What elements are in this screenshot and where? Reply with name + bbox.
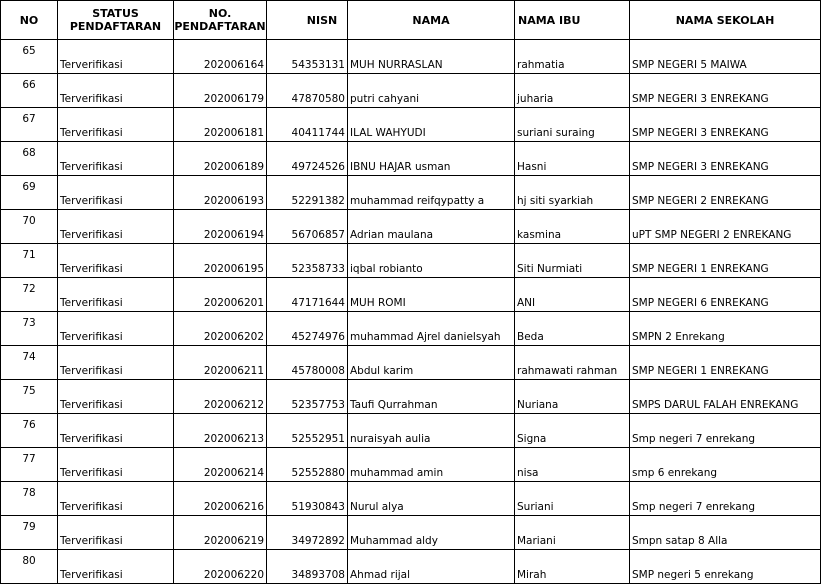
table-row bbox=[1, 550, 821, 584]
cell-status[interactable]: Terverifikasi bbox=[58, 40, 174, 74]
cell-nama-ibu[interactable]: hj siti syarkiah bbox=[515, 176, 630, 210]
table-row bbox=[1, 312, 821, 346]
cell-nama-ibu[interactable]: Signa bbox=[515, 414, 630, 448]
cell-nama[interactable]: Adrian maulana bbox=[348, 210, 515, 244]
cell-nama-sekolah[interactable]: SMPS DARUL FALAH ENREKANG bbox=[630, 380, 821, 414]
cell-status[interactable]: Terverifikasi bbox=[58, 176, 174, 210]
cell-status[interactable]: Terverifikasi bbox=[58, 448, 174, 482]
header-nama-ibu: NAMA IBU bbox=[515, 1, 630, 40]
header-nisn: NISN bbox=[267, 1, 348, 40]
cell-status[interactable]: Terverifikasi bbox=[58, 482, 174, 516]
cell-nama-ibu[interactable]: ANI bbox=[515, 278, 630, 312]
cell-nisn[interactable]: 52291382 bbox=[267, 176, 348, 210]
cell-nama-ibu[interactable]: nisa bbox=[515, 448, 630, 482]
table-row bbox=[1, 74, 821, 108]
table-row bbox=[1, 414, 821, 448]
cell-nama-ibu[interactable]: Beda bbox=[515, 312, 630, 346]
cell-nama-sekolah[interactable]: Smp negeri 7 enrekang bbox=[630, 414, 821, 448]
cell-nama-sekolah[interactable]: smp 6 enrekang bbox=[630, 448, 821, 482]
cell-nama-sekolah[interactable]: SMP negeri 5 enrekang bbox=[630, 550, 821, 584]
cell-nama-sekolah[interactable]: SMP NEGERI 1 ENREKANG bbox=[630, 244, 821, 278]
cell-nama-sekolah[interactable]: uPT SMP NEGERI 2 ENREKANG bbox=[630, 210, 821, 244]
cell-nama-sekolah[interactable]: SMP NEGERI 6 ENREKANG bbox=[630, 278, 821, 312]
cell-no[interactable]: 73 bbox=[1, 312, 58, 346]
table-row bbox=[1, 380, 821, 414]
cell-nisn[interactable]: 49724526 bbox=[267, 142, 348, 176]
table-row bbox=[1, 40, 821, 74]
cell-no[interactable]: 78 bbox=[1, 482, 58, 516]
cell-nama[interactable]: muhammad amin bbox=[348, 448, 515, 482]
table-row bbox=[1, 448, 821, 482]
cell-no-pendaftaran[interactable]: 202006202 bbox=[174, 312, 267, 346]
cell-no[interactable]: 74 bbox=[1, 346, 58, 380]
cell-status[interactable]: Terverifikasi bbox=[58, 108, 174, 142]
cell-nama[interactable]: Muhammad aldy bbox=[348, 516, 515, 550]
cell-nama[interactable]: Abdul karim bbox=[348, 346, 515, 380]
header-no-pendaftaran: NO. PENDAFTARAN bbox=[174, 1, 267, 40]
cell-nisn[interactable]: 45274976 bbox=[267, 312, 348, 346]
cell-nisn[interactable]: 52357753 bbox=[267, 380, 348, 414]
table-row bbox=[1, 278, 821, 312]
cell-nama-ibu[interactable]: rahmawati rahman bbox=[515, 346, 630, 380]
cell-no[interactable]: 70 bbox=[1, 210, 58, 244]
cell-no[interactable]: 75 bbox=[1, 380, 58, 414]
table-row bbox=[1, 108, 821, 142]
cell-no[interactable]: 80 bbox=[1, 550, 58, 584]
cell-nama-sekolah[interactable]: SMP NEGERI 3 ENREKANG bbox=[630, 142, 821, 176]
cell-status[interactable]: Terverifikasi bbox=[58, 74, 174, 108]
header-row bbox=[1, 1, 821, 40]
cell-nama[interactable]: ILAL WAHYUDI bbox=[348, 108, 515, 142]
cell-no[interactable]: 65 bbox=[1, 40, 58, 74]
cell-no[interactable]: 76 bbox=[1, 414, 58, 448]
cell-nisn[interactable]: 47171644 bbox=[267, 278, 348, 312]
table-row bbox=[1, 210, 821, 244]
header-status: STATUS PENDAFTARAN bbox=[58, 1, 174, 40]
cell-no[interactable]: 77 bbox=[1, 448, 58, 482]
cell-nisn[interactable]: 34972892 bbox=[267, 516, 348, 550]
table-row bbox=[1, 346, 821, 380]
cell-status[interactable]: Terverifikasi bbox=[58, 244, 174, 278]
cell-nisn[interactable]: 54353131 bbox=[267, 40, 348, 74]
cell-nama-sekolah[interactable]: SMP NEGERI 3 ENREKANG bbox=[630, 74, 821, 108]
cell-nama-ibu[interactable]: Suriani bbox=[515, 482, 630, 516]
cell-nama-ibu[interactable]: kasmina bbox=[515, 210, 630, 244]
cell-nama[interactable]: nuraisyah aulia bbox=[348, 414, 515, 448]
cell-nama[interactable]: MUH ROMI bbox=[348, 278, 515, 312]
cell-nisn[interactable]: 51930843 bbox=[267, 482, 348, 516]
cell-no[interactable]: 66 bbox=[1, 74, 58, 108]
cell-status[interactable]: Terverifikasi bbox=[58, 414, 174, 448]
header-no: NO bbox=[1, 1, 58, 40]
cell-status[interactable]: Terverifikasi bbox=[58, 210, 174, 244]
cell-nisn[interactable]: 45780008 bbox=[267, 346, 348, 380]
cell-nama-ibu[interactable]: rahmatia bbox=[515, 40, 630, 74]
cell-nisn[interactable]: 34893708 bbox=[267, 550, 348, 584]
cell-nama-ibu[interactable]: Siti Nurmiati bbox=[515, 244, 630, 278]
table-row bbox=[1, 482, 821, 516]
cell-no-pendaftaran[interactable]: 202006211 bbox=[174, 346, 267, 380]
cell-no-pendaftaran[interactable]: 202006220 bbox=[174, 550, 267, 584]
cell-no-pendaftaran[interactable]: 202006219 bbox=[174, 516, 267, 550]
cell-nama[interactable]: iqbal robianto bbox=[348, 244, 515, 278]
cell-status[interactable]: Terverifikasi bbox=[58, 550, 174, 584]
cell-no-pendaftaran[interactable]: 202006212 bbox=[174, 380, 267, 414]
cell-nisn[interactable]: 52358733 bbox=[267, 244, 348, 278]
cell-nama-sekolah[interactable]: SMP NEGERI 1 ENREKANG bbox=[630, 346, 821, 380]
cell-nama-sekolah[interactable]: Smp negeri 7 enrekang bbox=[630, 482, 821, 516]
cell-no[interactable]: 79 bbox=[1, 516, 58, 550]
cell-nama[interactable]: muhammad reifqypatty a bbox=[348, 176, 515, 210]
cell-no-pendaftaran[interactable]: 202006194 bbox=[174, 210, 267, 244]
cell-no-pendaftaran[interactable]: 202006164 bbox=[174, 40, 267, 74]
cell-nama-sekolah[interactable]: Smpn satap 8 Alla bbox=[630, 516, 821, 550]
cell-status[interactable]: Terverifikasi bbox=[58, 312, 174, 346]
cell-no-pendaftaran[interactable]: 202006201 bbox=[174, 278, 267, 312]
cell-nama[interactable]: putri cahyani bbox=[348, 74, 515, 108]
cell-nama-ibu[interactable]: Nuriana bbox=[515, 380, 630, 414]
table-row bbox=[1, 244, 821, 278]
cell-status[interactable]: Terverifikasi bbox=[58, 516, 174, 550]
cell-no[interactable]: 69 bbox=[1, 176, 58, 210]
cell-no-pendaftaran[interactable]: 202006214 bbox=[174, 448, 267, 482]
cell-nama[interactable]: MUH NURRASLAN bbox=[348, 40, 515, 74]
cell-nama-ibu[interactable]: Hasni bbox=[515, 142, 630, 176]
header-nama-sekolah: NAMA SEKOLAH bbox=[630, 1, 821, 40]
cell-nama-sekolah[interactable]: SMP NEGERI 5 MAIWA bbox=[630, 40, 821, 74]
cell-nama-ibu[interactable]: juharia bbox=[515, 74, 630, 108]
cell-nama[interactable]: IBNU HAJAR usman bbox=[348, 142, 515, 176]
cell-nisn[interactable]: 47870580 bbox=[267, 74, 348, 108]
cell-no-pendaftaran[interactable]: 202006181 bbox=[174, 108, 267, 142]
cell-no-pendaftaran[interactable]: 202006213 bbox=[174, 414, 267, 448]
cell-nisn[interactable]: 52552880 bbox=[267, 448, 348, 482]
cell-status[interactable]: Terverifikasi bbox=[58, 278, 174, 312]
table-row bbox=[1, 516, 821, 550]
cell-nama-sekolah[interactable]: SMP NEGERI 3 ENREKANG bbox=[630, 108, 821, 142]
cell-status[interactable]: Terverifikasi bbox=[58, 380, 174, 414]
cell-nama-ibu[interactable]: suriani suraing bbox=[515, 108, 630, 142]
cell-nama[interactable]: muhammad Ajrel danielsyah bbox=[348, 312, 515, 346]
cell-nama[interactable]: Ahmad rijal bbox=[348, 550, 515, 584]
cell-nama-ibu[interactable]: Mirah bbox=[515, 550, 630, 584]
cell-no[interactable]: 67 bbox=[1, 108, 58, 142]
cell-nisn[interactable]: 40411744 bbox=[267, 108, 348, 142]
cell-no-pendaftaran[interactable]: 202006193 bbox=[174, 176, 267, 210]
table-row bbox=[1, 176, 821, 210]
cell-nisn[interactable]: 56706857 bbox=[267, 210, 348, 244]
cell-no-pendaftaran[interactable]: 202006216 bbox=[174, 482, 267, 516]
cell-nama[interactable]: Nurul alya bbox=[348, 482, 515, 516]
cell-no-pendaftaran[interactable]: 202006179 bbox=[174, 74, 267, 108]
cell-status[interactable]: Terverifikasi bbox=[58, 346, 174, 380]
cell-status[interactable]: Terverifikasi bbox=[58, 142, 174, 176]
cell-no[interactable]: 68 bbox=[1, 142, 58, 176]
table-row bbox=[1, 142, 821, 176]
header-nama: NAMA bbox=[348, 1, 515, 40]
cell-no[interactable]: 71 bbox=[1, 244, 58, 278]
cell-no-pendaftaran[interactable]: 202006189 bbox=[174, 142, 267, 176]
cell-nama-ibu[interactable]: Mariani bbox=[515, 516, 630, 550]
cell-nama[interactable]: Taufi Qurrahman bbox=[348, 380, 515, 414]
cell-nama-sekolah[interactable]: SMPN 2 Enrekang bbox=[630, 312, 821, 346]
cell-no-pendaftaran[interactable]: 202006195 bbox=[174, 244, 267, 278]
cell-nisn[interactable]: 52552951 bbox=[267, 414, 348, 448]
cell-nama-sekolah[interactable]: SMP NEGERI 2 ENREKANG bbox=[630, 176, 821, 210]
cell-no[interactable]: 72 bbox=[1, 278, 58, 312]
